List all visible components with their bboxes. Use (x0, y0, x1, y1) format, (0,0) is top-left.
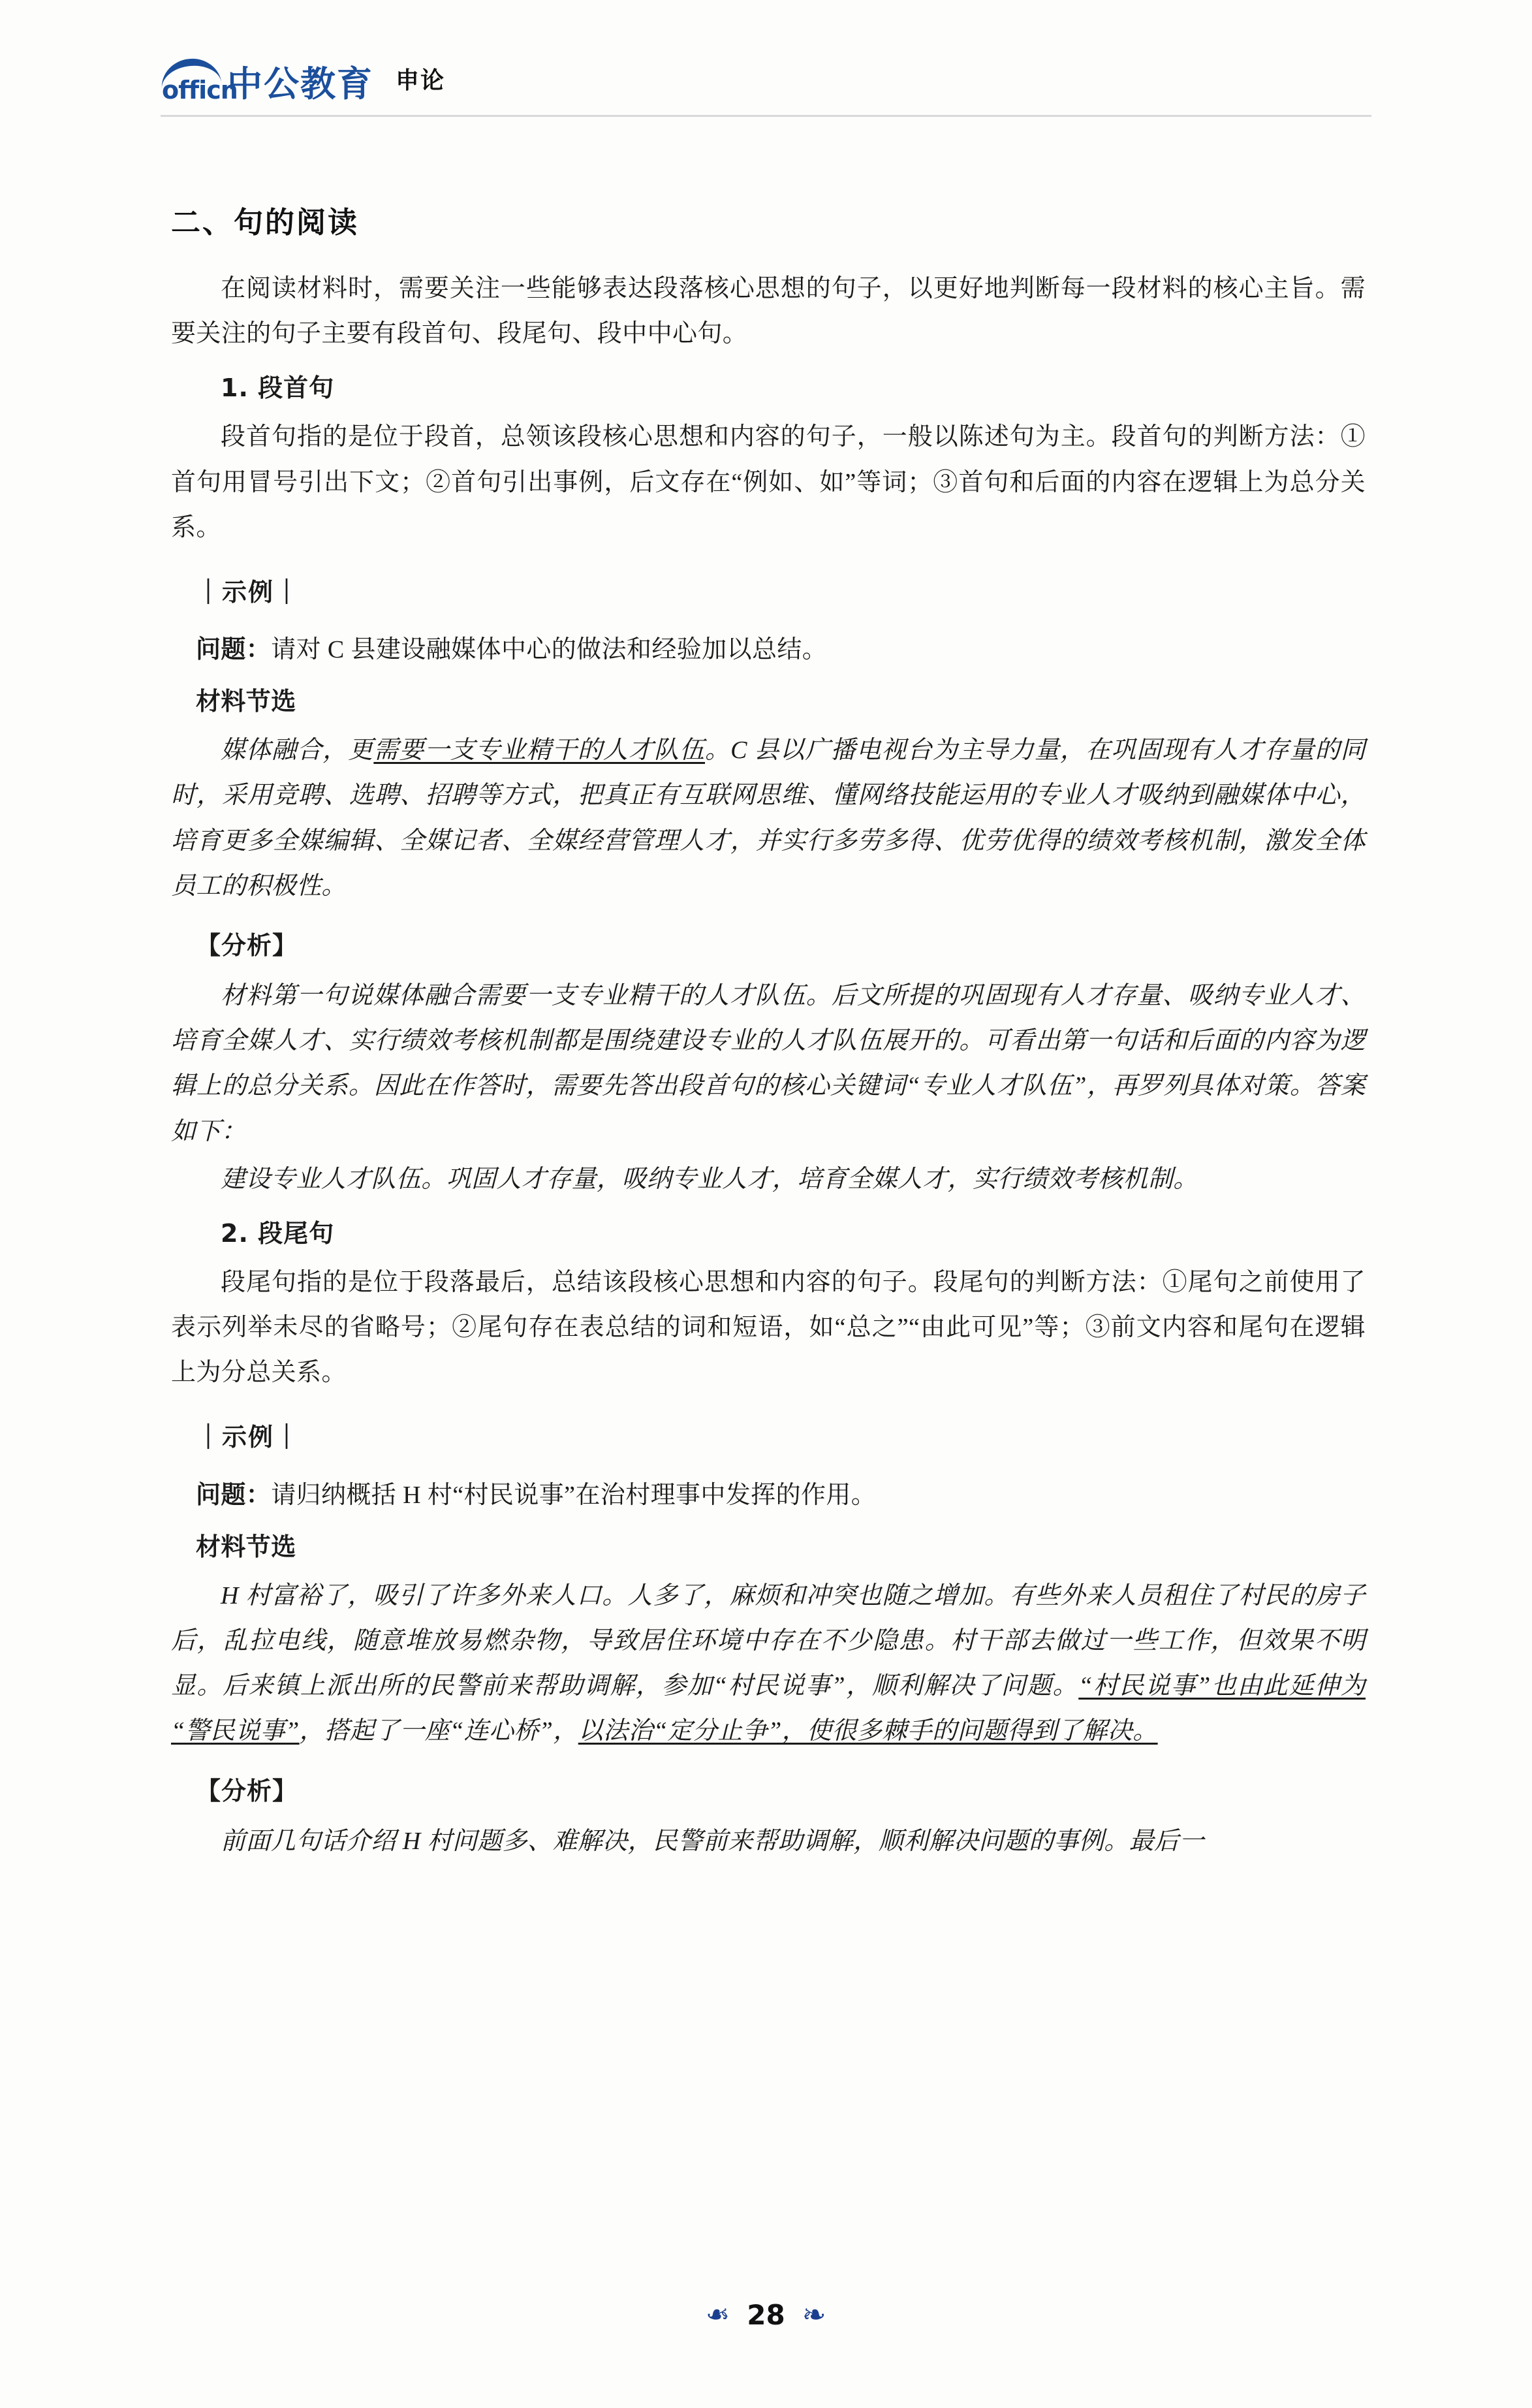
subsection-body-2: 段尾句指的是位于段落最后，总结该段核心思想和内容的句子。段尾句的判断方法：①尾句之前使用了表示列举未尽的省略号；②尾句存在表总结的词和短语，如“总之”“由此可见”等；③前文内容和尾句在逻辑上为分总关系。 (171, 1269, 1366, 1387)
header-divider (161, 115, 1371, 117)
material-underline-1: 需要一支专业精干的人才队伍 (373, 737, 706, 765)
material-underline-2a: “村民说事”也由此延伸为“警民说事” (171, 1672, 1366, 1745)
material-underline-2b: 以法治“定分止争”，使很多棘手的问题得到了解决。 (578, 1717, 1158, 1745)
material-pre-1: 媒体融合，更 (221, 737, 374, 765)
analysis-heading-2: 【分析】 (196, 1776, 298, 1805)
page-number: 28 (747, 2299, 785, 2331)
question-label-2: 问题： (196, 1480, 272, 1509)
question-text-1: 请对 C 县建设融媒体中心的做法和经验加以总结。 (271, 635, 828, 663)
leaf-ornament-left-icon: ❧ (706, 2298, 730, 2331)
subsection-body-1: 段首句指的是位于段首，总领该段核心思想和内容的句子，一般以陈述句为主。段首句的判断方法：①首句用冒号引出下文；②首句引出事例，后文存在“例如、如”等词；③首句和后面的内容在逻辑上为总分关系。 (171, 423, 1366, 541)
subsection-heading-1: 1. 段首句 (221, 373, 335, 403)
answer-text-1: 建设专业人才队伍。巩固人才存量，吸纳专业人才，培育全媒人才，实行绩效考核机制。 (221, 1165, 1198, 1193)
question-label-1: 问题： (196, 634, 272, 663)
offcn-logo-icon (161, 56, 238, 104)
section-intro: 在阅读材料时，需要关注一些能够表达段落核心思想的句子，以更好地判断每一段材料的核心主旨。需要关注的句子主要有段首句、段尾句、段中中心句。 (171, 274, 1366, 348)
page-footer (0, 2299, 1532, 2331)
leaf-ornament-right-icon: ❧ (802, 2298, 826, 2331)
analysis-text-2: 前面几句话介绍 H 村问题多、难解决，民警前来帮助调解，顺利解决问题的事例。最后一 (221, 1827, 1204, 1855)
material-heading-1: 材料节选 (196, 687, 296, 716)
brand-logo (161, 56, 373, 104)
material-text-2 (171, 1574, 1366, 1754)
page-header (161, 56, 445, 104)
question-line-1 (171, 627, 1366, 673)
brand-name-cn: 中公教育 (227, 63, 373, 104)
material-mid-2: ，搭起了一座“连心桥”， (299, 1717, 578, 1745)
material-heading-2: 材料节选 (196, 1532, 296, 1561)
logo-wordmark: officn (162, 76, 238, 104)
subject-label: 申论 (396, 67, 446, 94)
analysis-text-1: 材料第一句说媒体融合需要一支专业精干的人才队伍。后文所提的巩固现有人才存量、吸纳专业人才、培育全媒人才、实行绩效考核机制都是围绕建设专业的人才队伍展开的。可看出第一句话和后面的内容为逻辑上的总分关系。因此在作答时，需要先答出段首句的核心关键词“专业人才队伍”，再罗列具体对策。答案如下： (171, 982, 1366, 1145)
section-title: 二、句的阅读 (171, 205, 360, 240)
material-post-1: 。C 县以广播电视台为主导力量，在巩固现有人才存量的同时，采用竞聘、选聘、招聘等方式，把真正有互联网思维、懂网络技能运用的专业人才吸纳到融媒体中心，培育更多全媒编辑、全媒记者、全媒经营管理人才，并实行多劳多得、优劳优得的绩效考核机制，激发全体员工的积极性。 (171, 737, 1366, 900)
question-text-2: 请归纳概括 H 村“村民说事”在治村理事中发挥的作用。 (271, 1481, 877, 1509)
analysis-heading-1: 【分析】 (196, 930, 298, 960)
subsection-heading-2: 2. 段尾句 (221, 1218, 335, 1248)
material-text-1 (171, 728, 1366, 909)
example-label-1: ｜示例｜ (196, 577, 301, 607)
question-line-2 (171, 1472, 1366, 1518)
page-content (171, 196, 1366, 1867)
material-pre-2: H 村富裕了，吸引了许多外来人口。人多了，麻烦和冲突也随之增加。有些外来人员租住了村民的房子后，乱拉电线，随意堆放易燃杂物，导致居住环境中存在不少隐患。村干部去做过一些工作，但效果不明显。后来镇上派出所的民警前来帮助调解，参加“村民说事”，顺利解决了问题。 (171, 1581, 1366, 1700)
example-label-2: ｜示例｜ (196, 1423, 301, 1452)
